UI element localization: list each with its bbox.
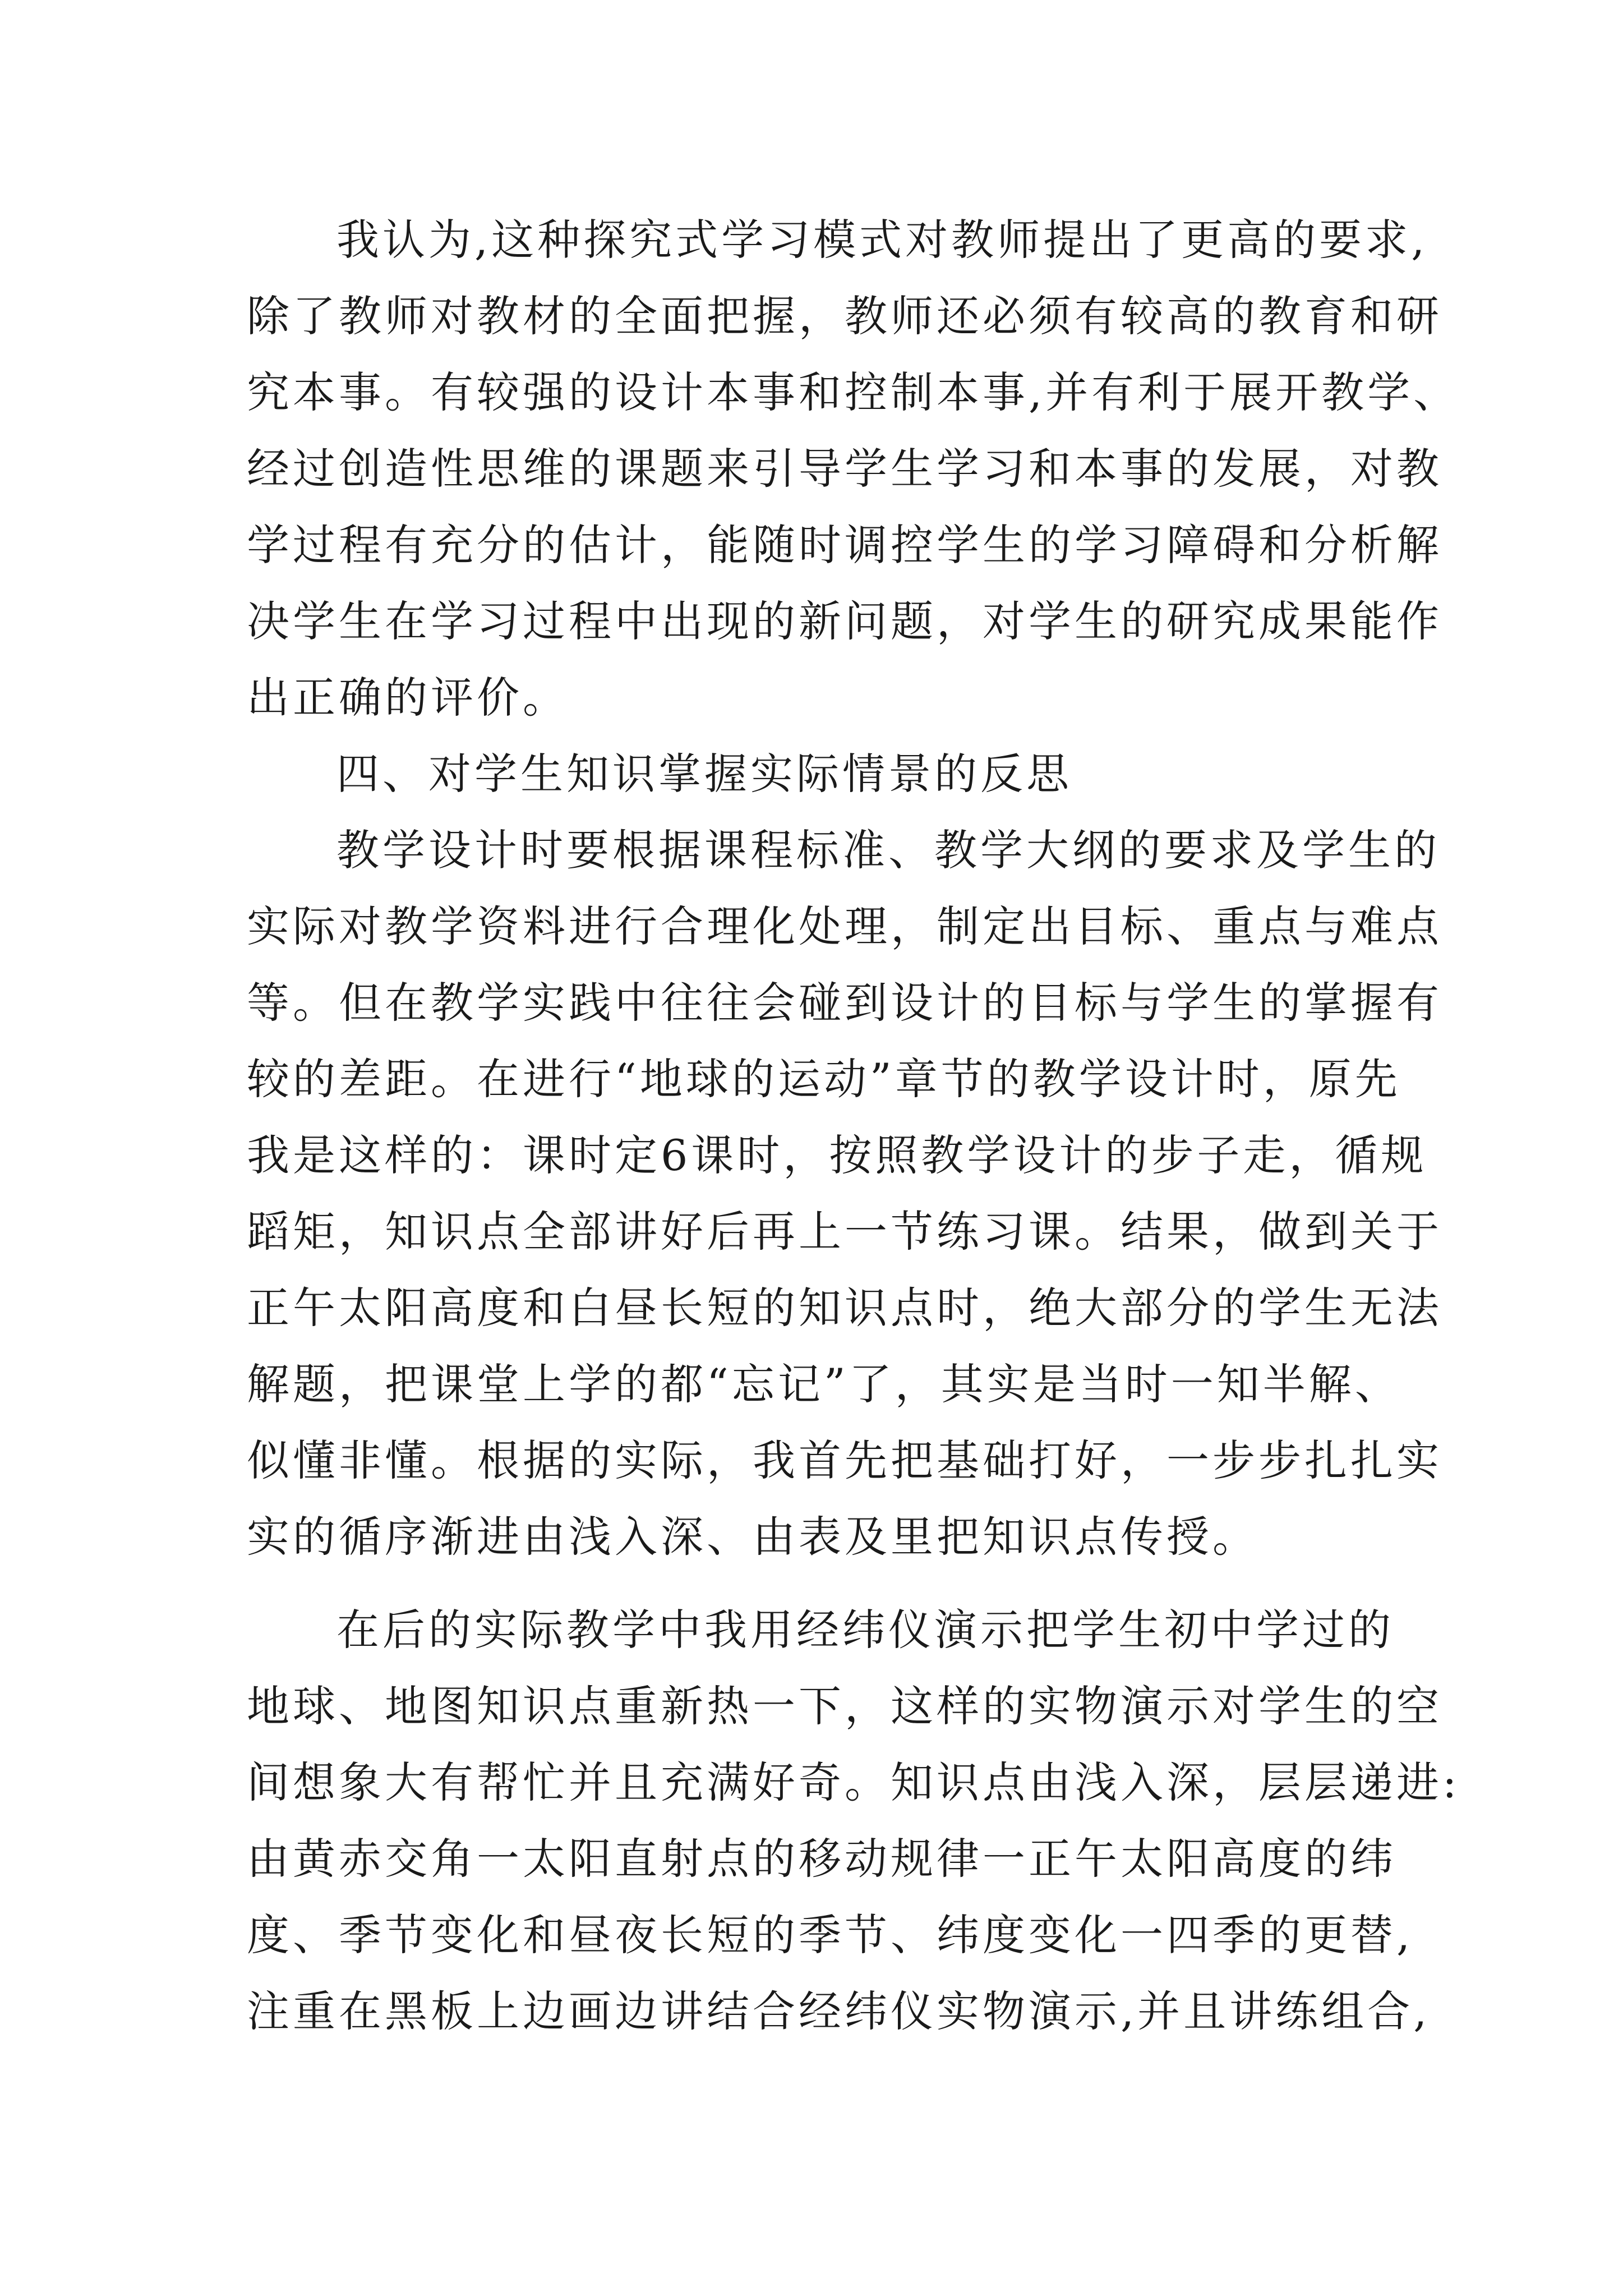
section-heading: 四、对学生知识掌握实际情景的反思 [336,749,1072,799]
paragraph-line: 蹈矩，知识点全部讲好后再上一节练习课。结果，做到关于 [247,1207,1442,1257]
paragraph-line: 除了教师对教材的全面把握，教师还必须有较高的教育和研 [247,291,1442,341]
paragraph-line: 实际对教学资料进行合理化处理，制定出目标、重点与难点 [247,901,1442,951]
paragraph-line: 决学生在学习过程中出现的新问题，对学生的研究成果能作 [247,596,1442,646]
paragraph-line: 实的循序渐进由浅入深、由表及里把知识点传授。 [247,1512,1258,1562]
paragraph-line: 间想象大有帮忙并且充满好奇。知识点由浅入深，层层递进: [247,1757,1460,1807]
paragraph-line: 解题，把课堂上学的都“忘记”了，其实是当时一知半解、 [247,1359,1401,1409]
paragraph-line: 似懂非懂。根据的实际，我首先把基础打好，一步步扎扎实 [247,1435,1442,1485]
paragraph-line: 出正确的评价。 [247,673,569,723]
paragraph-line: 等。但在教学实践中往往会碰到设计的目标与学生的掌握有 [247,978,1442,1028]
body-text [247,202,1460,2050]
paragraph-line: 由黄赤交角一太阳直射点的移动规律一正午太阳高度的纬 [247,1834,1396,1884]
paragraph-line: 经过创造性思维的课题来引导学生学习和本事的发展，对教 [247,444,1442,494]
paragraph-line: 究本事。有较强的设计本事和控制本事,并有利于展开教学、 [247,367,1460,417]
paragraph-line: 我认为,这种探究式学习模式对教师提出了更高的要求, [336,215,1428,265]
paragraph-line: 学过程有充分的估计，能随时调控学生的学习障碍和分析解 [247,520,1442,570]
paragraph-line: 在后的实际教学中我用经纬仪演示把学生初中学过的 [336,1605,1394,1655]
paragraph-line: 度、季节变化和昼夜长短的季节、纬度变化一四季的更替, [247,1910,1414,1960]
paragraph-line: 教学设计时要根据课程标准、教学大纲的要求及学生的 [336,825,1440,875]
paragraph-line: 注重在黑板上边画边讲结合经纬仪实物演示,并且讲练组合, [247,1986,1431,2036]
paragraph-line: 正午太阳高度和白昼长短的知识点时，绝大部分的学生无法 [247,1283,1442,1333]
paragraph-line: 我是这样的：课时定6课时，按照教学设计的步子走，循规 [247,1130,1427,1180]
paragraph-line: 较的差距。在进行“地球的运动”章节的教学设计时，原先 [247,1054,1401,1104]
paragraph-line: 地球、地图知识点重新热一下，这样的实物演示对学生的空 [247,1681,1442,1731]
